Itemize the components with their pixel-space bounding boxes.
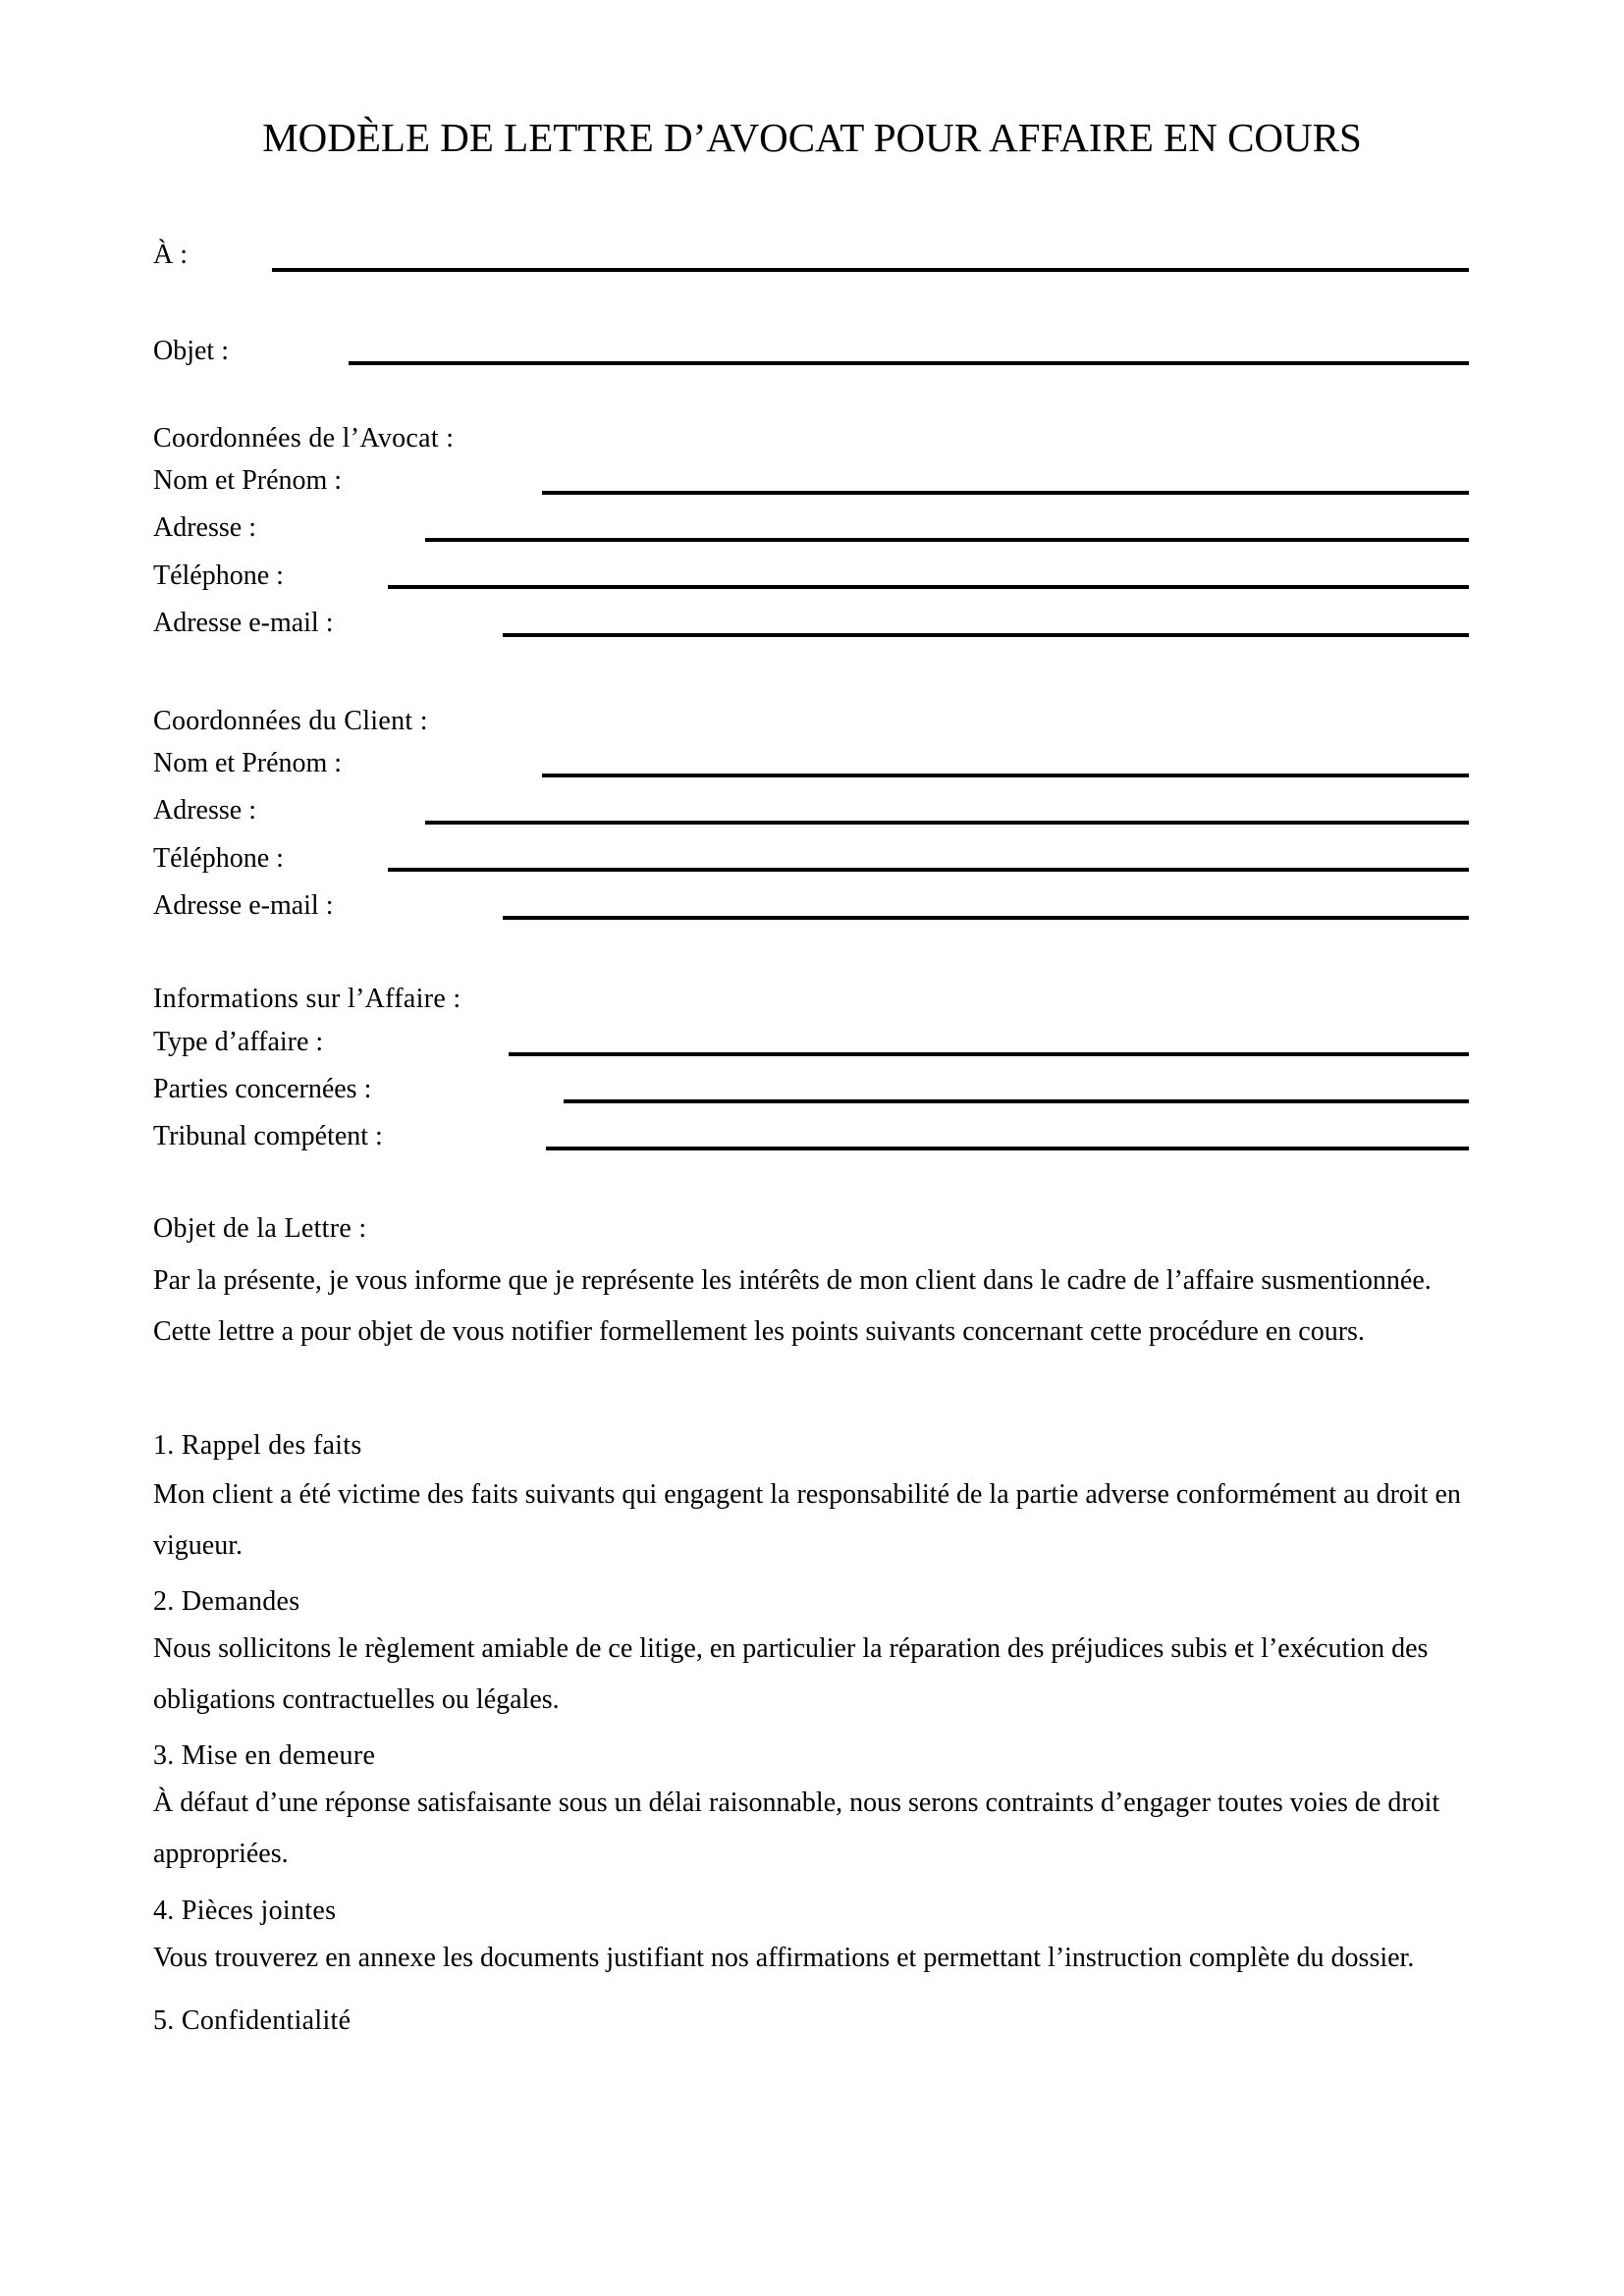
client-email-field-line[interactable]: [503, 916, 1469, 920]
section-3-body: À défaut d’une réponse satisfaisante sous un délai raisonnable, nous serons contraints d’engager toutes voies de droit appropriées.: [153, 1788, 1440, 1869]
client-phone-label: Téléphone :: [153, 843, 284, 874]
letter-subject-body: Par la présente, je vous informe que je représente les intérêts de mon client dans le cadre de l’affaire susmentionnée. Cette lettre a pour objet de vous notifier formellement les points suivants concernant cette procédure en cours.: [153, 1265, 1432, 1347]
client-address-label: Adresse :: [153, 795, 256, 826]
case-section-heading: Informations sur l’Affaire :: [153, 984, 461, 1014]
section-4-body: Vous trouverez en annexe les documents justifiant nos affirmations et permettant l’instruction complète du dossier.: [153, 1943, 1415, 1973]
section-2-heading: 2. Demandes: [153, 1586, 300, 1617]
client-email-label: Adresse e-mail :: [153, 890, 334, 921]
section-2-body: Nous sollicitons le règlement amiable de ce litige, en particulier la réparation des préjudices subis et l’exécution des obligations contractuelles ou légales.: [153, 1633, 1429, 1715]
lawyer-address-field-line[interactable]: [425, 538, 1469, 542]
section-3-heading: 3. Mise en demeure: [153, 1740, 376, 1771]
lawyer-email-label: Adresse e-mail :: [153, 608, 334, 638]
lawyer-email-field-line[interactable]: [503, 633, 1469, 637]
client-name-label: Nom et Prénom :: [153, 748, 343, 778]
section-1-heading: 1. Rappel des faits: [153, 1430, 362, 1461]
lawyer-section-heading: Coordonnées de l’Avocat :: [153, 423, 455, 454]
section-4-heading: 4. Pièces jointes: [153, 1896, 337, 1926]
client-name-field-line[interactable]: [542, 774, 1469, 777]
to-field-line[interactable]: [272, 268, 1469, 272]
case-parties-label: Parties concernées :: [153, 1074, 372, 1104]
subject-field-line[interactable]: [349, 361, 1469, 365]
case-type-field-line[interactable]: [509, 1052, 1469, 1056]
lawyer-name-label: Nom et Prénom :: [153, 465, 343, 496]
lawyer-phone-field-line[interactable]: [388, 585, 1469, 589]
client-section-heading: Coordonnées du Client :: [153, 706, 428, 736]
section-1-body: Mon client a été victime des faits suivants qui engagent la responsabilité de la partie adverse conformément au droit en vigueur.: [153, 1479, 1461, 1561]
case-court-field-line[interactable]: [546, 1147, 1469, 1150]
page-title: MODÈLE DE LETTRE D’AVOCAT POUR AFFAIRE EN COURS: [262, 115, 1362, 160]
case-type-label: Type d’affaire :: [153, 1027, 324, 1057]
letter-subject-heading: Objet de la Lettre :: [153, 1213, 367, 1244]
lawyer-address-label: Adresse :: [153, 512, 256, 543]
client-address-field-line[interactable]: [425, 821, 1469, 825]
case-court-label: Tribunal compétent :: [153, 1121, 383, 1151]
subject-label: Objet :: [153, 336, 229, 366]
to-label: À :: [153, 240, 188, 270]
section-5-heading: 5. Confidentialité: [153, 2005, 352, 2036]
lawyer-name-field-line[interactable]: [542, 491, 1469, 495]
client-phone-field-line[interactable]: [388, 868, 1469, 872]
lawyer-phone-label: Téléphone :: [153, 561, 284, 591]
case-parties-field-line[interactable]: [564, 1099, 1469, 1103]
